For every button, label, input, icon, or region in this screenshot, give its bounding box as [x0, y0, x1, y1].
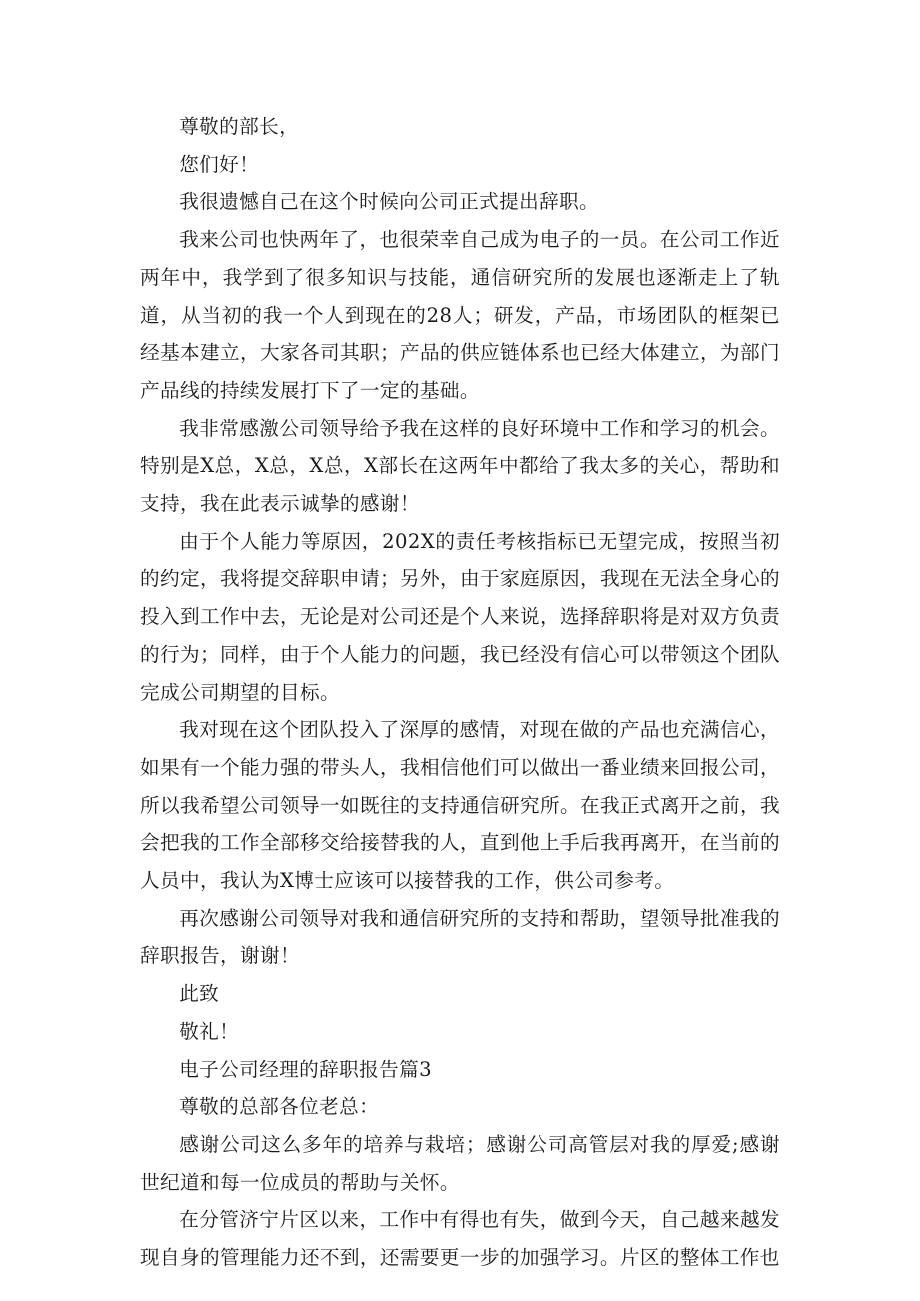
body-paragraph: 由于个人能力等原因，202X的责任考核指标已无望完成，按照当初的约定，我将提交辞职申请；另外，由于家庭原因，我现在无法全身心的投入到工作中去，无论是对公司还是个人来说，选择辞职将是对双方负责的行为；同样，由于个人能力的问题，我已经没有信心可以带领这个团队完成公司期望的目标。 [140, 529, 780, 704]
salutation: 尊敬的部长， [179, 115, 300, 138]
body-paragraph: 我来公司也快两年了，也很荣幸自己成为电子的一员。在公司工作近两年中，我学到了很多知识与技能，通信研究所的发展也逐渐走上了轨道，从当初的我一个人到现在的28人；研发，产品，市场团队的框架已经基本建立，大家各司其职；产品的供应链体系也已经大体建立，为部门产品线的持续发展打下了一定的基础。 [140, 228, 780, 402]
closing-line: 此致 [179, 982, 220, 1006]
section-heading: 电子公司经理的辞职报告篇3 [179, 1057, 432, 1081]
greeting: 您们好！ [179, 152, 260, 176]
body-paragraph: 我很遗憾自己在这个时候向公司正式提出辞职。 [179, 190, 600, 214]
body-paragraph: 感谢公司这么多年的培养与栽培；感谢公司高管层对我的厚爱;感谢世纪道和每一位成员的帮助与关怀。 [140, 1132, 780, 1194]
document-body [140, 108, 780, 1277]
body-paragraph: 我对现在这个团队投入了深厚的感情，对现在做的产品也充满信心，如果有一个能力强的带头人，我相信他们可以做出一番业绩来回报公司，所以我希望公司领导一如既往的支持通信研究所。在我正式离开之前，我会把我的工作全部移交给接替我的人，直到他上手后我再离开，在当前的人员中，我认为X博士应该可以接替我的工作，供公司参考。 [140, 718, 780, 893]
body-paragraph: 在分管济宁片区以来，工作中有得也有失，做到今天，自己越来越发现自身的管理能力还不到，还需要更一步的加强学习。片区的整体工作也 [140, 1208, 780, 1270]
salutation: 尊敬的总部各位老总： [179, 1095, 380, 1119]
body-paragraph: 再次感谢公司领导对我和通信研究所的支持和帮助，望领导批准我的辞职报告，谢谢！ [140, 906, 780, 968]
closing-regards: 敬礼！ [179, 1019, 240, 1043]
body-paragraph: 我非常感激公司领导给予我在这样的良好环境中工作和学习的机会。特别是X总，X总，X总，X部长在这两年中都给了我太多的关心，帮助和支持，我在此表示诚挚的感谢！ [140, 416, 780, 516]
